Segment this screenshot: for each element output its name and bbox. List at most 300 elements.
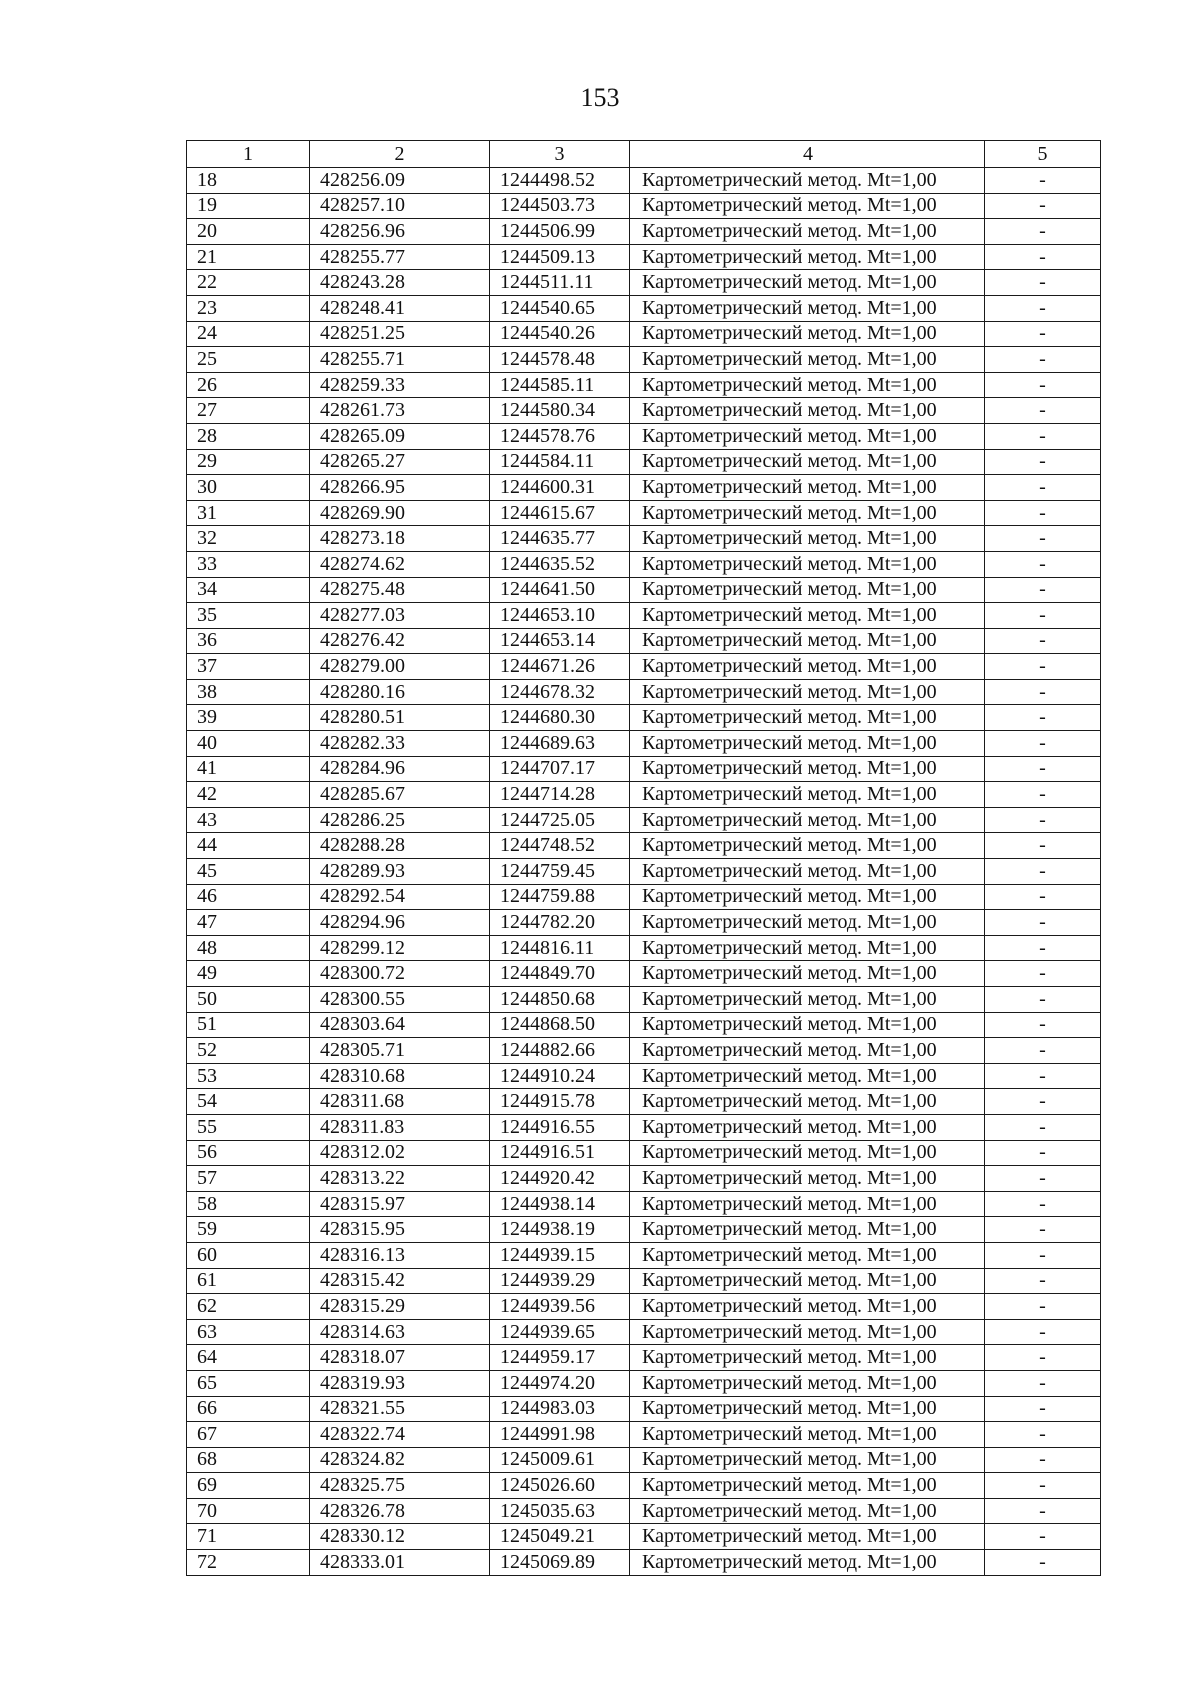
note-cell: -	[985, 910, 1101, 936]
point-number-cell: 43	[187, 807, 310, 833]
y-coordinate-cell: 1244868.50	[490, 1012, 630, 1038]
table-row	[187, 884, 1101, 910]
note-cell: -	[985, 705, 1101, 731]
y-coordinate-cell: 1244850.68	[490, 987, 630, 1013]
x-coordinate-cell: 428300.72	[310, 961, 490, 987]
note-cell: -	[985, 1217, 1101, 1243]
table-row	[187, 1038, 1101, 1064]
y-coordinate-cell: 1244759.45	[490, 859, 630, 885]
point-number-cell: 54	[187, 1089, 310, 1115]
x-coordinate-cell: 428261.73	[310, 398, 490, 424]
table-row	[187, 193, 1101, 219]
y-coordinate-cell: 1244920.42	[490, 1166, 630, 1192]
point-number-cell: 70	[187, 1498, 310, 1524]
point-number-cell: 67	[187, 1422, 310, 1448]
y-coordinate-cell: 1244678.32	[490, 679, 630, 705]
x-coordinate-cell: 428311.83	[310, 1114, 490, 1140]
method-cell: Картометрический метод. Mt=1,00	[630, 1422, 985, 1448]
note-cell: -	[985, 1089, 1101, 1115]
point-number-cell: 50	[187, 987, 310, 1013]
table-row	[187, 961, 1101, 987]
table-row	[187, 1396, 1101, 1422]
method-cell: Картометрический метод. Mt=1,00	[630, 475, 985, 501]
x-coordinate-cell: 428318.07	[310, 1345, 490, 1371]
table-row	[187, 756, 1101, 782]
note-cell: -	[985, 654, 1101, 680]
y-coordinate-cell: 1245069.89	[490, 1550, 630, 1576]
x-coordinate-cell: 428280.16	[310, 679, 490, 705]
x-coordinate-cell: 428322.74	[310, 1422, 490, 1448]
x-coordinate-cell: 428251.25	[310, 321, 490, 347]
y-coordinate-cell: 1244503.73	[490, 193, 630, 219]
y-coordinate-cell: 1244910.24	[490, 1063, 630, 1089]
y-coordinate-cell: 1244916.51	[490, 1140, 630, 1166]
note-cell: -	[985, 168, 1101, 194]
table-row	[187, 1140, 1101, 1166]
point-number-cell: 60	[187, 1242, 310, 1268]
x-coordinate-cell: 428292.54	[310, 884, 490, 910]
table-row	[187, 1114, 1101, 1140]
point-number-cell: 47	[187, 910, 310, 936]
x-coordinate-cell: 428266.95	[310, 475, 490, 501]
y-coordinate-cell: 1244680.30	[490, 705, 630, 731]
point-number-cell: 39	[187, 705, 310, 731]
table-row	[187, 219, 1101, 245]
table-row	[187, 270, 1101, 296]
y-coordinate-cell: 1244816.11	[490, 935, 630, 961]
method-cell: Картометрический метод. Mt=1,00	[630, 1370, 985, 1396]
method-cell: Картометрический метод. Mt=1,00	[630, 1191, 985, 1217]
y-coordinate-cell: 1244653.10	[490, 603, 630, 629]
point-number-cell: 66	[187, 1396, 310, 1422]
point-number-cell: 26	[187, 372, 310, 398]
point-number-cell: 62	[187, 1294, 310, 1320]
table-row	[187, 347, 1101, 373]
y-coordinate-cell: 1245035.63	[490, 1498, 630, 1524]
point-number-cell: 23	[187, 295, 310, 321]
note-cell: -	[985, 731, 1101, 757]
y-coordinate-cell: 1244939.56	[490, 1294, 630, 1320]
table-body	[187, 168, 1101, 1576]
method-cell: Картометрический метод. Mt=1,00	[630, 526, 985, 552]
y-coordinate-cell: 1244916.55	[490, 1114, 630, 1140]
x-coordinate-cell: 428285.67	[310, 782, 490, 808]
y-coordinate-cell: 1244991.98	[490, 1422, 630, 1448]
table-row	[187, 910, 1101, 936]
point-number-cell: 64	[187, 1345, 310, 1371]
note-cell: -	[985, 935, 1101, 961]
point-number-cell: 53	[187, 1063, 310, 1089]
table-row	[187, 321, 1101, 347]
method-cell: Картометрический метод. Mt=1,00	[630, 1447, 985, 1473]
method-cell: Картометрический метод. Mt=1,00	[630, 372, 985, 398]
page-number: 153	[580, 83, 620, 112]
x-coordinate-cell: 428256.09	[310, 168, 490, 194]
note-cell: -	[985, 1345, 1101, 1371]
note-cell: -	[985, 1370, 1101, 1396]
note-cell: -	[985, 1191, 1101, 1217]
x-coordinate-cell: 428319.93	[310, 1370, 490, 1396]
y-coordinate-cell: 1245049.21	[490, 1524, 630, 1550]
point-number-cell: 45	[187, 859, 310, 885]
method-cell: Картометрический метод. Mt=1,00	[630, 756, 985, 782]
x-coordinate-cell: 428294.96	[310, 910, 490, 936]
point-number-cell: 68	[187, 1447, 310, 1473]
column-header-5: 5	[985, 141, 1101, 168]
point-number-cell: 58	[187, 1191, 310, 1217]
note-cell: -	[985, 449, 1101, 475]
y-coordinate-cell: 1244882.66	[490, 1038, 630, 1064]
note-cell: -	[985, 1447, 1101, 1473]
point-number-cell: 28	[187, 423, 310, 449]
method-cell: Картометрический метод. Mt=1,00	[630, 321, 985, 347]
x-coordinate-cell: 428255.77	[310, 244, 490, 270]
method-cell: Картометрический метод. Mt=1,00	[630, 423, 985, 449]
method-cell: Картометрический метод. Mt=1,00	[630, 884, 985, 910]
point-number-cell: 24	[187, 321, 310, 347]
note-cell: -	[985, 1524, 1101, 1550]
x-coordinate-cell: 428300.55	[310, 987, 490, 1013]
method-cell: Картометрический метод. Mt=1,00	[630, 1473, 985, 1499]
method-cell: Картометрический метод. Mt=1,00	[630, 1524, 985, 1550]
y-coordinate-cell: 1244939.29	[490, 1268, 630, 1294]
method-cell: Картометрический метод. Mt=1,00	[630, 705, 985, 731]
method-cell: Картометрический метод. Mt=1,00	[630, 1550, 985, 1576]
note-cell: -	[985, 1140, 1101, 1166]
table-row	[187, 168, 1101, 194]
y-coordinate-cell: 1244689.63	[490, 731, 630, 757]
point-number-cell: 42	[187, 782, 310, 808]
note-cell: -	[985, 679, 1101, 705]
x-coordinate-cell: 428315.29	[310, 1294, 490, 1320]
method-cell: Картометрический метод. Mt=1,00	[630, 1038, 985, 1064]
y-coordinate-cell: 1244915.78	[490, 1089, 630, 1115]
table-row	[187, 1498, 1101, 1524]
table-row	[187, 1268, 1101, 1294]
x-coordinate-cell: 428282.33	[310, 731, 490, 757]
table-row	[187, 1294, 1101, 1320]
note-cell: -	[985, 270, 1101, 296]
y-coordinate-cell: 1244939.15	[490, 1242, 630, 1268]
method-cell: Картометрический метод. Mt=1,00	[630, 859, 985, 885]
note-cell: -	[985, 423, 1101, 449]
y-coordinate-cell: 1244759.88	[490, 884, 630, 910]
table-row	[187, 1012, 1101, 1038]
x-coordinate-cell: 428333.01	[310, 1550, 490, 1576]
point-number-cell: 59	[187, 1217, 310, 1243]
y-coordinate-cell: 1245026.60	[490, 1473, 630, 1499]
table-row	[187, 551, 1101, 577]
x-coordinate-cell: 428324.82	[310, 1447, 490, 1473]
coordinates-table	[186, 140, 1101, 1576]
table-row	[187, 449, 1101, 475]
note-cell: -	[985, 1473, 1101, 1499]
method-cell: Картометрический метод. Mt=1,00	[630, 577, 985, 603]
table-row	[187, 1242, 1101, 1268]
table-row	[187, 859, 1101, 885]
note-cell: -	[985, 475, 1101, 501]
y-coordinate-cell: 1244498.52	[490, 168, 630, 194]
point-number-cell: 18	[187, 168, 310, 194]
note-cell: -	[985, 1114, 1101, 1140]
method-cell: Картометрический метод. Mt=1,00	[630, 654, 985, 680]
point-number-cell: 51	[187, 1012, 310, 1038]
method-cell: Картометрический метод. Mt=1,00	[630, 270, 985, 296]
table-row	[187, 475, 1101, 501]
y-coordinate-cell: 1244615.67	[490, 500, 630, 526]
table-row	[187, 1063, 1101, 1089]
note-cell: -	[985, 1038, 1101, 1064]
y-coordinate-cell: 1244635.77	[490, 526, 630, 552]
point-number-cell: 32	[187, 526, 310, 552]
note-cell: -	[985, 603, 1101, 629]
x-coordinate-cell: 428279.00	[310, 654, 490, 680]
y-coordinate-cell: 1244782.20	[490, 910, 630, 936]
table-row	[187, 1089, 1101, 1115]
table-row	[187, 782, 1101, 808]
point-number-cell: 38	[187, 679, 310, 705]
table-row	[187, 423, 1101, 449]
x-coordinate-cell: 428276.42	[310, 628, 490, 654]
note-cell: -	[985, 398, 1101, 424]
point-number-cell: 72	[187, 1550, 310, 1576]
point-number-cell: 61	[187, 1268, 310, 1294]
y-coordinate-cell: 1244939.65	[490, 1319, 630, 1345]
note-cell: -	[985, 526, 1101, 552]
x-coordinate-cell: 428275.48	[310, 577, 490, 603]
note-cell: -	[985, 1396, 1101, 1422]
table-row	[187, 1550, 1101, 1576]
table-row	[187, 603, 1101, 629]
x-coordinate-cell: 428243.28	[310, 270, 490, 296]
note-cell: -	[985, 628, 1101, 654]
y-coordinate-cell: 1244540.26	[490, 321, 630, 347]
table-row	[187, 628, 1101, 654]
note-cell: -	[985, 1550, 1101, 1576]
method-cell: Картометрический метод. Mt=1,00	[630, 551, 985, 577]
point-number-cell: 57	[187, 1166, 310, 1192]
y-coordinate-cell: 1244714.28	[490, 782, 630, 808]
method-cell: Картометрический метод. Mt=1,00	[630, 1319, 985, 1345]
point-number-cell: 52	[187, 1038, 310, 1064]
point-number-cell: 65	[187, 1370, 310, 1396]
point-number-cell: 56	[187, 1140, 310, 1166]
point-number-cell: 69	[187, 1473, 310, 1499]
x-coordinate-cell: 428288.28	[310, 833, 490, 859]
note-cell: -	[985, 1242, 1101, 1268]
method-cell: Картометрический метод. Mt=1,00	[630, 449, 985, 475]
y-coordinate-cell: 1244959.17	[490, 1345, 630, 1371]
method-cell: Картометрический метод. Mt=1,00	[630, 910, 985, 936]
note-cell: -	[985, 219, 1101, 245]
table-row	[187, 1422, 1101, 1448]
x-coordinate-cell: 428265.27	[310, 449, 490, 475]
note-cell: -	[985, 1063, 1101, 1089]
note-cell: -	[985, 372, 1101, 398]
method-cell: Картометрический метод. Mt=1,00	[630, 628, 985, 654]
table-row	[187, 1217, 1101, 1243]
y-coordinate-cell: 1244511.11	[490, 270, 630, 296]
y-coordinate-cell: 1244938.19	[490, 1217, 630, 1243]
table-row	[187, 500, 1101, 526]
x-coordinate-cell: 428325.75	[310, 1473, 490, 1499]
x-coordinate-cell: 428273.18	[310, 526, 490, 552]
method-cell: Картометрический метод. Mt=1,00	[630, 1217, 985, 1243]
table-row	[187, 372, 1101, 398]
note-cell: -	[985, 193, 1101, 219]
table-row	[187, 731, 1101, 757]
method-cell: Картометрический метод. Mt=1,00	[630, 987, 985, 1013]
method-cell: Картометрический метод. Mt=1,00	[630, 1114, 985, 1140]
point-number-cell: 29	[187, 449, 310, 475]
table-row	[187, 1524, 1101, 1550]
note-cell: -	[985, 1319, 1101, 1345]
point-number-cell: 31	[187, 500, 310, 526]
table-row	[187, 705, 1101, 731]
y-coordinate-cell: 1244635.52	[490, 551, 630, 577]
point-number-cell: 33	[187, 551, 310, 577]
point-number-cell: 55	[187, 1114, 310, 1140]
x-coordinate-cell: 428313.22	[310, 1166, 490, 1192]
x-coordinate-cell: 428310.68	[310, 1063, 490, 1089]
table-row	[187, 1191, 1101, 1217]
method-cell: Картометрический метод. Mt=1,00	[630, 193, 985, 219]
table-row	[187, 679, 1101, 705]
x-coordinate-cell: 428274.62	[310, 551, 490, 577]
x-coordinate-cell: 428305.71	[310, 1038, 490, 1064]
note-cell: -	[985, 321, 1101, 347]
note-cell: -	[985, 807, 1101, 833]
method-cell: Картометрический метод. Mt=1,00	[630, 398, 985, 424]
point-number-cell: 20	[187, 219, 310, 245]
method-cell: Картометрический метод. Mt=1,00	[630, 295, 985, 321]
y-coordinate-cell: 1244600.31	[490, 475, 630, 501]
method-cell: Картометрический метод. Mt=1,00	[630, 1012, 985, 1038]
y-coordinate-cell: 1244671.26	[490, 654, 630, 680]
y-coordinate-cell: 1244983.03	[490, 1396, 630, 1422]
note-cell: -	[985, 1294, 1101, 1320]
method-cell: Картометрический метод. Mt=1,00	[630, 1268, 985, 1294]
table-row	[187, 987, 1101, 1013]
y-coordinate-cell: 1244748.52	[490, 833, 630, 859]
table-row	[187, 1319, 1101, 1345]
method-cell: Картометрический метод. Mt=1,00	[630, 1063, 985, 1089]
x-coordinate-cell: 428255.71	[310, 347, 490, 373]
note-cell: -	[985, 884, 1101, 910]
table-row	[187, 1370, 1101, 1396]
table-row	[187, 1473, 1101, 1499]
note-cell: -	[985, 1166, 1101, 1192]
x-coordinate-cell: 428330.12	[310, 1524, 490, 1550]
table-row	[187, 398, 1101, 424]
method-cell: Картометрический метод. Mt=1,00	[630, 731, 985, 757]
x-coordinate-cell: 428280.51	[310, 705, 490, 731]
method-cell: Картометрический метод. Mt=1,00	[630, 1089, 985, 1115]
x-coordinate-cell: 428257.10	[310, 193, 490, 219]
y-coordinate-cell: 1244707.17	[490, 756, 630, 782]
method-cell: Картометрический метод. Mt=1,00	[630, 1345, 985, 1371]
point-number-cell: 21	[187, 244, 310, 270]
method-cell: Картометрический метод. Mt=1,00	[630, 1166, 985, 1192]
point-number-cell: 40	[187, 731, 310, 757]
point-number-cell: 34	[187, 577, 310, 603]
method-cell: Картометрический метод. Mt=1,00	[630, 603, 985, 629]
x-coordinate-cell: 428311.68	[310, 1089, 490, 1115]
table-row	[187, 654, 1101, 680]
note-cell: -	[985, 961, 1101, 987]
column-header-4: 4	[630, 141, 985, 168]
note-cell: -	[985, 1012, 1101, 1038]
column-header-3: 3	[490, 141, 630, 168]
x-coordinate-cell: 428326.78	[310, 1498, 490, 1524]
y-coordinate-cell: 1244578.76	[490, 423, 630, 449]
x-coordinate-cell: 428299.12	[310, 935, 490, 961]
y-coordinate-cell: 1244584.11	[490, 449, 630, 475]
note-cell: -	[985, 833, 1101, 859]
y-coordinate-cell: 1244938.14	[490, 1191, 630, 1217]
note-cell: -	[985, 295, 1101, 321]
x-coordinate-cell: 428316.13	[310, 1242, 490, 1268]
point-number-cell: 63	[187, 1319, 310, 1345]
point-number-cell: 36	[187, 628, 310, 654]
y-coordinate-cell: 1244506.99	[490, 219, 630, 245]
note-cell: -	[985, 244, 1101, 270]
y-coordinate-cell: 1244540.65	[490, 295, 630, 321]
method-cell: Картометрический метод. Mt=1,00	[630, 1294, 985, 1320]
x-coordinate-cell: 428259.33	[310, 372, 490, 398]
point-number-cell: 44	[187, 833, 310, 859]
point-number-cell: 25	[187, 347, 310, 373]
table-header-row	[187, 141, 1101, 168]
note-cell: -	[985, 756, 1101, 782]
method-cell: Картометрический метод. Mt=1,00	[630, 961, 985, 987]
point-number-cell: 48	[187, 935, 310, 961]
table-row	[187, 1166, 1101, 1192]
y-coordinate-cell: 1245009.61	[490, 1447, 630, 1473]
x-coordinate-cell: 428286.25	[310, 807, 490, 833]
method-cell: Картометрический метод. Mt=1,00	[630, 679, 985, 705]
method-cell: Картометрический метод. Mt=1,00	[630, 1242, 985, 1268]
table-row	[187, 807, 1101, 833]
note-cell: -	[985, 1422, 1101, 1448]
point-number-cell: 30	[187, 475, 310, 501]
point-number-cell: 22	[187, 270, 310, 296]
method-cell: Картометрический метод. Mt=1,00	[630, 1498, 985, 1524]
note-cell: -	[985, 500, 1101, 526]
x-coordinate-cell: 428321.55	[310, 1396, 490, 1422]
x-coordinate-cell: 428277.03	[310, 603, 490, 629]
point-number-cell: 19	[187, 193, 310, 219]
y-coordinate-cell: 1244578.48	[490, 347, 630, 373]
x-coordinate-cell: 428315.95	[310, 1217, 490, 1243]
column-header-1: 1	[187, 141, 310, 168]
point-number-cell: 49	[187, 961, 310, 987]
table-row	[187, 1447, 1101, 1473]
point-number-cell: 71	[187, 1524, 310, 1550]
note-cell: -	[985, 1498, 1101, 1524]
note-cell: -	[985, 782, 1101, 808]
x-coordinate-cell: 428314.63	[310, 1319, 490, 1345]
point-number-cell: 46	[187, 884, 310, 910]
note-cell: -	[985, 577, 1101, 603]
column-header-2: 2	[310, 141, 490, 168]
method-cell: Картометрический метод. Mt=1,00	[630, 1140, 985, 1166]
method-cell: Картометрический метод. Mt=1,00	[630, 935, 985, 961]
method-cell: Картометрический метод. Mt=1,00	[630, 168, 985, 194]
table-row	[187, 1345, 1101, 1371]
method-cell: Картометрический метод. Mt=1,00	[630, 807, 985, 833]
note-cell: -	[985, 987, 1101, 1013]
